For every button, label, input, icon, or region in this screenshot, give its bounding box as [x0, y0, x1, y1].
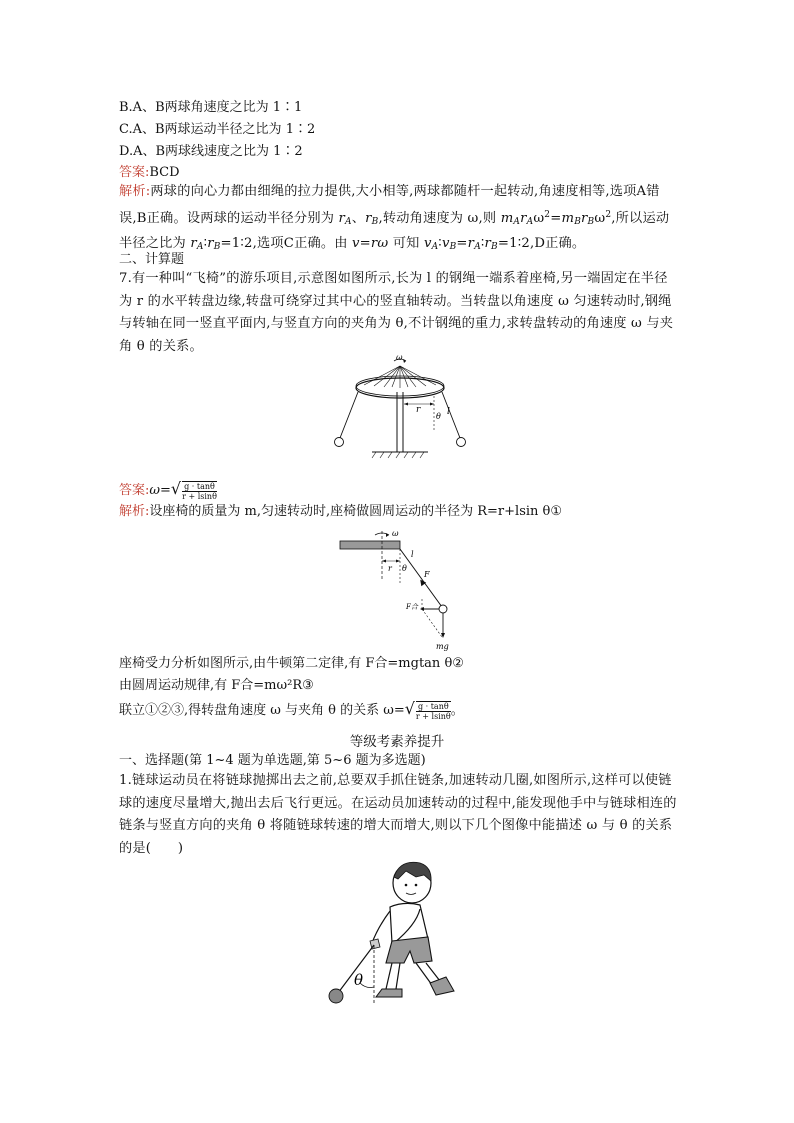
explanation-text: ,选项C正确。由 — [252, 236, 353, 251]
explanation-text: ,所以运动半径之比为 — [119, 210, 670, 251]
circular-motion-line: 由圆周运动规律,有 F合=mω²R③ — [119, 678, 314, 693]
theta-label: θ — [354, 971, 364, 989]
theta-label: θ — [436, 412, 441, 421]
fraction-numerator: g · tanθ — [416, 702, 451, 712]
answer-1 — [119, 164, 180, 182]
gravity-label: mg — [436, 642, 449, 651]
l-label: l — [411, 550, 414, 559]
flying-chair-figure — [330, 352, 490, 464]
fraction-denominator: r + lsinθ — [415, 711, 451, 721]
explanation-text: 两球的向心力都由细绳的拉力提供,大小相等,两球都随杆一起转动,角速度相等,选项A错误,B正确。设两球的运动半径分别为 — [119, 184, 660, 226]
option-b: B.A、B两球角速度之比为 1∶1 — [119, 100, 303, 115]
fraction-numerator: g · tanθ — [182, 482, 217, 492]
result-text: 联立①②③,得转盘角速度 ω 与夹角 θ 的关系 ω= — [119, 703, 405, 718]
force-analysis-figure — [336, 527, 466, 652]
option-d: D.A、B两球线速度之比为 1∶2 — [119, 144, 303, 159]
answer-label: 答案: — [119, 165, 150, 180]
result-line: 联立①②③,得转盘角速度 ω 与夹角 θ 的关系 ω=√ $\frac{g \cdot \tan\theta}{r + lsin\theta}$ 。 — [119, 699, 464, 721]
omega-equals: ω= — [149, 483, 171, 498]
section-heading-choice: 一、选择题(第 1~4 题为单选题,第 5~6 题为多选题) — [119, 753, 426, 768]
explanation-text: ,D正确。 — [529, 236, 586, 251]
answer-2: 答案:ω=√ $\frac{g \cdot \tan\theta}{r + lsin\theta}$ — [119, 479, 217, 501]
option-c: C.A、B两球运动半径之比为 1∶2 — [119, 122, 316, 137]
question-7: 7.有一种叫“飞椅”的游乐项目,示意图如图所示,长为 l 的钢绳一端系着座椅,另一端固定在半径为 r 的水平转盘边缘,转盘可绕穿过其中心的竖直轴转动。当转盘以角速度 ω 匀速转动时,钢绳与转轴在同一竖直平面内,与竖直方向的夹角为 θ,不计钢绳的重力,求转盘转动的角速度 ω 与夹角 θ 的关系。 — [119, 271, 674, 354]
explanation-label: 解析: — [119, 504, 150, 519]
explanation-label: 解析: — [119, 184, 151, 199]
explanation-text: 可知 — [388, 236, 424, 251]
explanation-2 — [119, 503, 562, 521]
explanation-text: ,转动角速度为 ω,则 — [378, 210, 501, 226]
r-label: r — [388, 564, 392, 573]
force-equation-line: 座椅受力分析如图所示,由牛顿第二定律,有 F合=mgtan θ② — [119, 656, 464, 671]
section-heading-calc: 二、计算题 — [119, 252, 185, 267]
force-net-label: F合 — [406, 603, 418, 611]
result-end: 。 — [450, 703, 464, 718]
velocity-equation: v=rω — [352, 236, 389, 251]
explanation-text: 设座椅的质量为 m,匀速转动时,座椅做圆周运动的半径为 R=r+lsin θ① — [149, 504, 563, 519]
r-label: r — [416, 405, 421, 415]
force-f-label: F — [424, 570, 430, 579]
omega-label: ω — [392, 529, 399, 538]
question-1: 1.链球运动员在将链球抛掷出去之前,总要双手抓住链条,加速转动几圈,如图所示,这样可以使链球的速度尽量增大,抛出去后飞行更远。在运动员加速转动的过程中,能发现他手中与链球相连的链条与竖直方向的夹角 θ 将随链球转速的增大而增大,则以下几个图像中能描述 ω 与 θ 的关系的是( ) — [119, 773, 677, 856]
omega-label: ω — [396, 353, 403, 362]
explanation-1: 解析:两球的向心力都由细绳的拉力提供,大小相等,两球都随杆一起转动,角速度相等,选项A错误,B正确。设两球的运动半径分别为 $r_A$、$r_B$,转动角速度为 ω,则 $m_Ar_A\omega^2=m_Br_B\omega^2$,所以运动半径之比为 $r_A∶r_B=1∶2$,选项C正确。由 v=rω 可知 $v_A∶v_B=r_A∶r_B=1∶2,D$正确。 — [119, 184, 670, 252]
section-title: 等级考素养提升 — [349, 734, 445, 750]
answer-label: 答案: — [119, 483, 150, 498]
theta-label: θ — [402, 564, 407, 573]
hammer-thrower-figure — [320, 855, 470, 1010]
l-label: l — [447, 407, 450, 417]
fraction-denominator: r + lsinθ — [182, 491, 217, 501]
answer-value: BCD — [149, 165, 180, 180]
